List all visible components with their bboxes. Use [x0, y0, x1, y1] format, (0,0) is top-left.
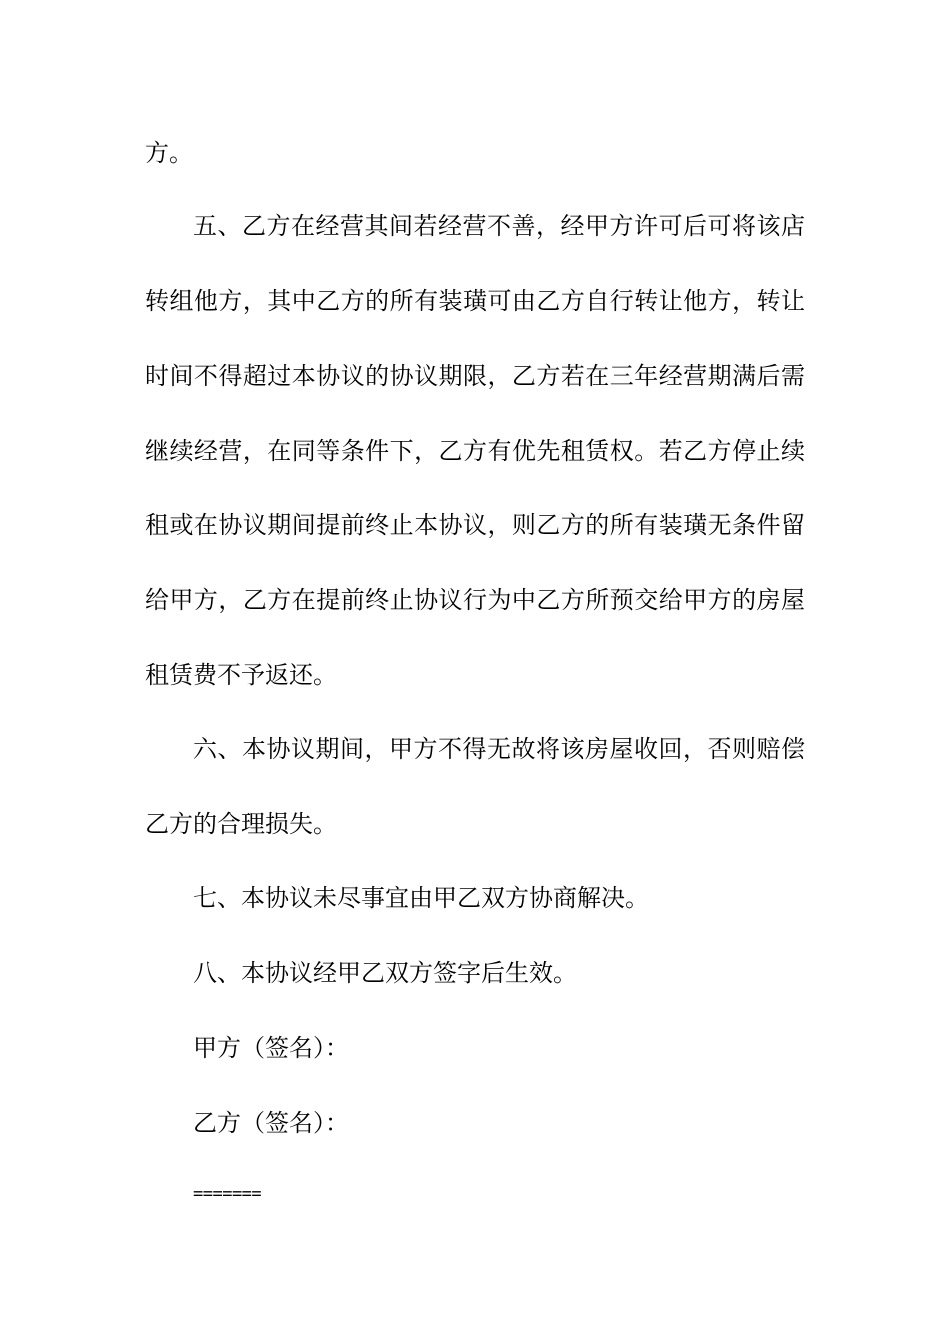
clause-five-line-4: 继续经营，在同等条件下，乙方有优先租赁权。若乙方停止续 — [145, 437, 805, 465]
clause-five-line-3: 时间不得超过本协议的协议期限，乙方若在三年经营期满后需 — [145, 362, 805, 390]
separator-line: ======= — [193, 1184, 262, 1204]
party-b-signature: 乙方（签名）： — [193, 1109, 349, 1137]
clause-five-line-6: 给甲方，乙方在提前终止协议行为中乙方所预交给甲方的房屋 — [145, 586, 805, 614]
clause-five-line-5: 租或在协议期间提前终止本协议，则乙方的所有装璜无条件留 — [145, 511, 805, 539]
clause-five-line-7: 租赁费不予返还。 — [145, 661, 337, 689]
clause-six-line-2: 乙方的合理损失。 — [145, 810, 337, 838]
clause-six-line-1: 六、本协议期间，甲方不得无故将该房屋收回，否则赔偿 — [193, 735, 805, 763]
clause-five-line-1: 五、乙方在经营其间若经营不善，经甲方许可后可将该店 — [193, 212, 805, 240]
paragraph-continuation-line: 方。 — [145, 139, 193, 167]
clause-five-line-2: 转组他方，其中乙方的所有装璜可由乙方自行转让他方，转让 — [145, 287, 805, 315]
clause-eight: 八、本协议经甲乙双方签字后生效。 — [193, 959, 577, 987]
clause-seven: 七、本协议未尽事宜由甲乙双方协商解决。 — [193, 884, 649, 912]
party-a-signature: 甲方（签名）： — [193, 1034, 349, 1062]
